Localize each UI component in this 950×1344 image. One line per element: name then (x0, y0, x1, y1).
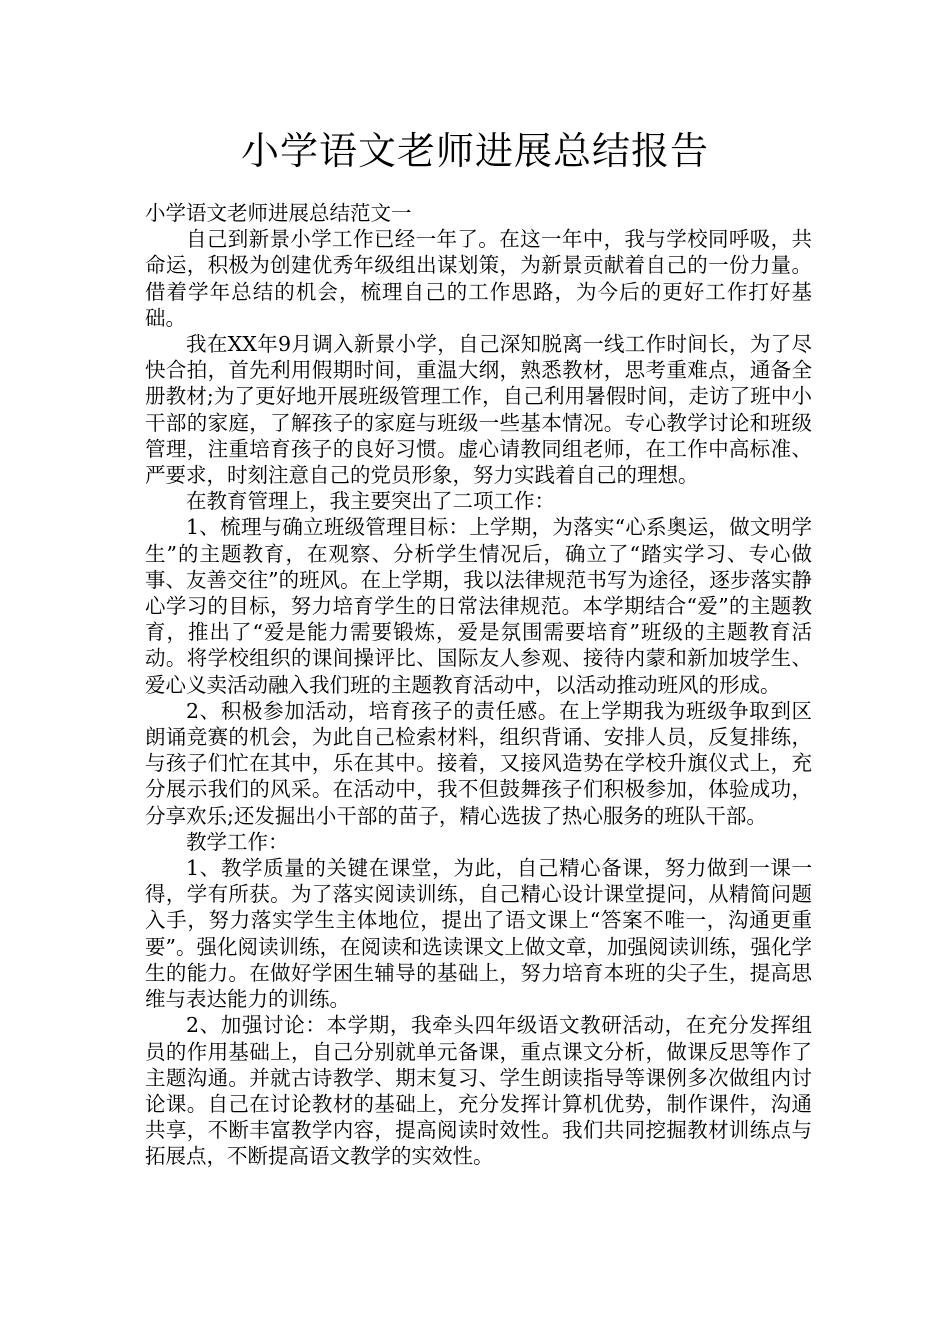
paragraph: 我在XX年9月调入新景小学，自己深知脱离一线工作时间长，为了尽快合拍，首先利用假期时间，重温大纲，熟悉教材，思考重难点，通备全册教材;为了更好地开展班级管理工作，自己利用暑假时间，走访了班中小干部的家庭，了解孩子的家庭与班级一些基本情况。专心教学讨论和班级管理，注重培育孩子的良好习惯。虚心请教同组老师，在工作中高标准、严要求，时刻注意自己的党员形象，努力实践着自己的理想。 (145, 332, 812, 488)
paragraph: 2、积极参加活动，培育孩子的责任感。在上学期我为班级争取到区朗诵竞赛的机会，为此自己检索材料，组织背诵、安排人员，反复排练，与孩子们忙在其中，乐在其中。接着，又接风造势在学校升旗仪式上，充分展示我们的风采。在活动中，我不但鼓舞孩子们积极参加，体验成功，分享欢乐;还发掘出小干部的苗子，精心选拔了热心服务的班队干部。 (145, 698, 812, 828)
paragraph: 1、教学质量的关键在课堂，为此，自己精心备课，努力做到一课一得，学有所获。为了落实阅读训练，自己精心设计课堂提问，从精简问题入手，努力落实学生主体地位，提出了语文课上“答案不唯一，沟通更重要”。强化阅读训练，在阅读和选读课文上做文章，加强阅读训练，强化学生的能力。在做好学困生辅导的基础上，努力培育本班的尖子生，提高思维与表达能力的训练。 (145, 856, 812, 1012)
paragraph: 1、梳理与确立班级管理目标：上学期，为落实“心系奥运，做文明学生”的主题教育，在观察、分析学生情况后，确立了“踏实学习、专心做事、友善交往”的班风。在上学期，我以法律规范书写为途径，逐步落实静心学习的目标，努力培育学生的日常法律规范。本学期结合“爱”的主题教育，推出了“爱是能力需要锻炼，爱是氛围需要培育”班级的主题教育活动。将学校组织的课间操评比、国际友人参观、接待内蒙和新加坡学生、爱心义卖活动融入我们班的主题教育活动中，以活动推动班风的形成。 (145, 515, 812, 697)
document-body (145, 200, 812, 1170)
document-subtitle: 小学语文老师进展总结范文一 (145, 201, 412, 225)
paragraph: 自己到新景小学工作已经一年了。在这一年中，我与学校同呼吸，共命运，积极为创建优秀年级组出谋划策，为新景贡献着自己的一份力量。借着学年总结的机会，梳理自己的工作思路，为今后的更好工作打好基础。 (145, 227, 812, 330)
paragraph: 2、加强讨论：本学期，我牵头四年级语文教研活动，在充分发挥组员的作用基础上，自己分别就单元备课，重点课文分析，做课反思等作了主题沟通。并就古诗教学、期末复习、学生朗读指导等课例多次做组内讨论课。自己在讨论教材的基础上，充分发挥计算机优势，制作课件，沟通共享，不断丰富教学内容，提高阅读时效性。我们共同挖掘教材训练点与拓展点，不断提高语文教学的实效性。 (145, 1013, 812, 1169)
document-title: 小学语文老师进展总结报告 (240, 129, 709, 173)
paragraph: 在教育管理上，我主要突出了二项工作： (186, 489, 555, 514)
paragraph: 教学工作： (186, 829, 289, 854)
